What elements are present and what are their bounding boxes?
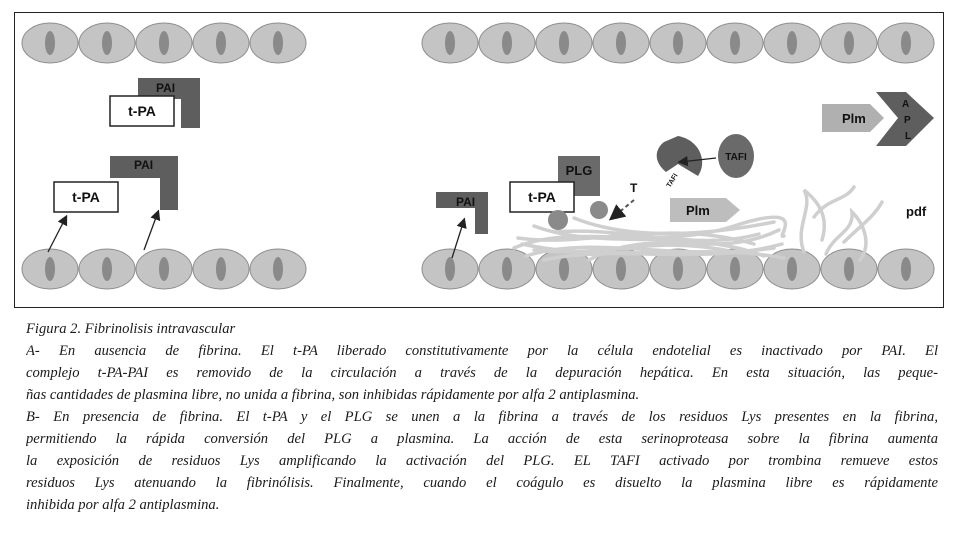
plm-top-label: Plm [842, 111, 866, 126]
panel-b-top-row-cell-nucleus [673, 31, 683, 55]
apl-letter-p: P [904, 115, 911, 126]
caption-title: Figura 2. Fibrinolisis intravascular [26, 321, 236, 337]
panel-b-top-row-cell-nucleus [730, 31, 740, 55]
plm-fibrin-label: Plm [686, 203, 710, 218]
panel-a-bottom-row-cell-nucleus [45, 257, 55, 281]
caption-b-line-5: inhibida por alfa 2 antiplasmina. [26, 497, 220, 513]
panel-b-bottom-row-cell-nucleus [787, 257, 797, 281]
panel-b-top-row-cell-nucleus [787, 31, 797, 55]
release-arrow-pai [144, 212, 158, 250]
tpa-b-label: t-PA [528, 189, 556, 205]
apl-letter-a: A [902, 99, 910, 110]
panel-a-top-row-cell-nucleus [159, 31, 169, 55]
panel-a-top-row-cell-nucleus [273, 31, 283, 55]
caption-b-line-3: la exposición de residuos Lys amplificando la activación del PLG. EL TAFI activado por trombina remueve estos [26, 453, 938, 469]
tafi-activated-shape [657, 136, 703, 176]
panel-b-bottom-row-cell-nucleus [901, 257, 911, 281]
tpa-mid-label: t-PA [72, 189, 100, 205]
pai-top-label: PAI [156, 81, 176, 95]
tpa-top-label: t-PA [128, 103, 156, 119]
pdf-fragments [801, 187, 882, 260]
panel-b-top-row-cell-nucleus [502, 31, 512, 55]
figure-caption [26, 318, 938, 516]
caption-a-line-3: ñas cantidades de plasmina libre, no unida a fibrina, son inhibidas rápidamente por alfa 2 antiplasmina. [26, 387, 640, 403]
tafi-small-label: TAFI [665, 172, 680, 190]
panel-b-bottom-row-cell-nucleus [844, 257, 854, 281]
caption-b-line-4: residuos Lys atenuando la fibrinólisis. Finalmente, cuando el coágulo es disuelto la plasmina libre es rápidamente [26, 475, 938, 491]
panel-a-bottom-row-cell-nucleus [159, 257, 169, 281]
panel-b-top-row-cell-nucleus [559, 31, 569, 55]
fibrinolysis-diagram [14, 12, 944, 308]
tpa-bound-circle [548, 210, 568, 230]
plg-label: PLG [565, 163, 593, 178]
pdf-label: pdf [906, 204, 927, 219]
panel-b-bottom-row-cell-nucleus [673, 257, 683, 281]
t-dashed-arrow [612, 200, 634, 218]
caption-b-line-1: B- En presencia de fibrina. El t-PA y el PLG se unen a la fibrina a través de los residuos Lys presentes en la fibrina, [26, 409, 938, 425]
panel-b-bottom-row-cell-nucleus [559, 257, 569, 281]
panel-a-top-row-cell-nucleus [216, 31, 226, 55]
panel-b-top-row-cell-nucleus [445, 31, 455, 55]
panel-a-bottom-row-cell-nucleus [273, 257, 283, 281]
panel-b-bottom-row-cell-nucleus [616, 257, 626, 281]
panel-b-top-row-cell-nucleus [901, 31, 911, 55]
panel-b-top-row-cell-nucleus [616, 31, 626, 55]
panel-a [48, 78, 200, 252]
pai-b-label: PAI [456, 195, 476, 209]
caption-b-line-2: permitiendo la rápida conversión del PLG a plasmina. La acción de esta serinoproteasa sobre la fibrina aumenta [26, 431, 938, 447]
panel-a-top-row-cell-nucleus [45, 31, 55, 55]
panel-b-bottom-row-cell-nucleus [502, 257, 512, 281]
tafi-label: TAFI [725, 152, 747, 163]
panel-b [436, 92, 934, 260]
panel-b-bottom-row-cell-nucleus [445, 257, 455, 281]
release-arrow-tpa [48, 217, 66, 252]
apl-letter-l: L [905, 131, 912, 142]
caption-a-line-2: complejo t-PA-PAI es removido de la circulación a través de la depuración hepática. En esta situación, las peque- [26, 365, 938, 381]
plg-bound-circle [590, 201, 608, 219]
panel-a-bottom-row-cell-nucleus [102, 257, 112, 281]
panel-b-top-row-cell-nucleus [844, 31, 854, 55]
caption-a-line-1: A- En ausencia de fibrina. El t-PA liberado constitutivamente por la célula endotelial es inactivado por PAI. El [26, 343, 938, 359]
thrombin-t-label: T [630, 181, 638, 195]
pai-mid-label: PAI [134, 158, 154, 172]
panel-a-top-row-cell-nucleus [102, 31, 112, 55]
panel-b-bottom-row-cell-nucleus [730, 257, 740, 281]
panel-a-bottom-row-cell-nucleus [216, 257, 226, 281]
